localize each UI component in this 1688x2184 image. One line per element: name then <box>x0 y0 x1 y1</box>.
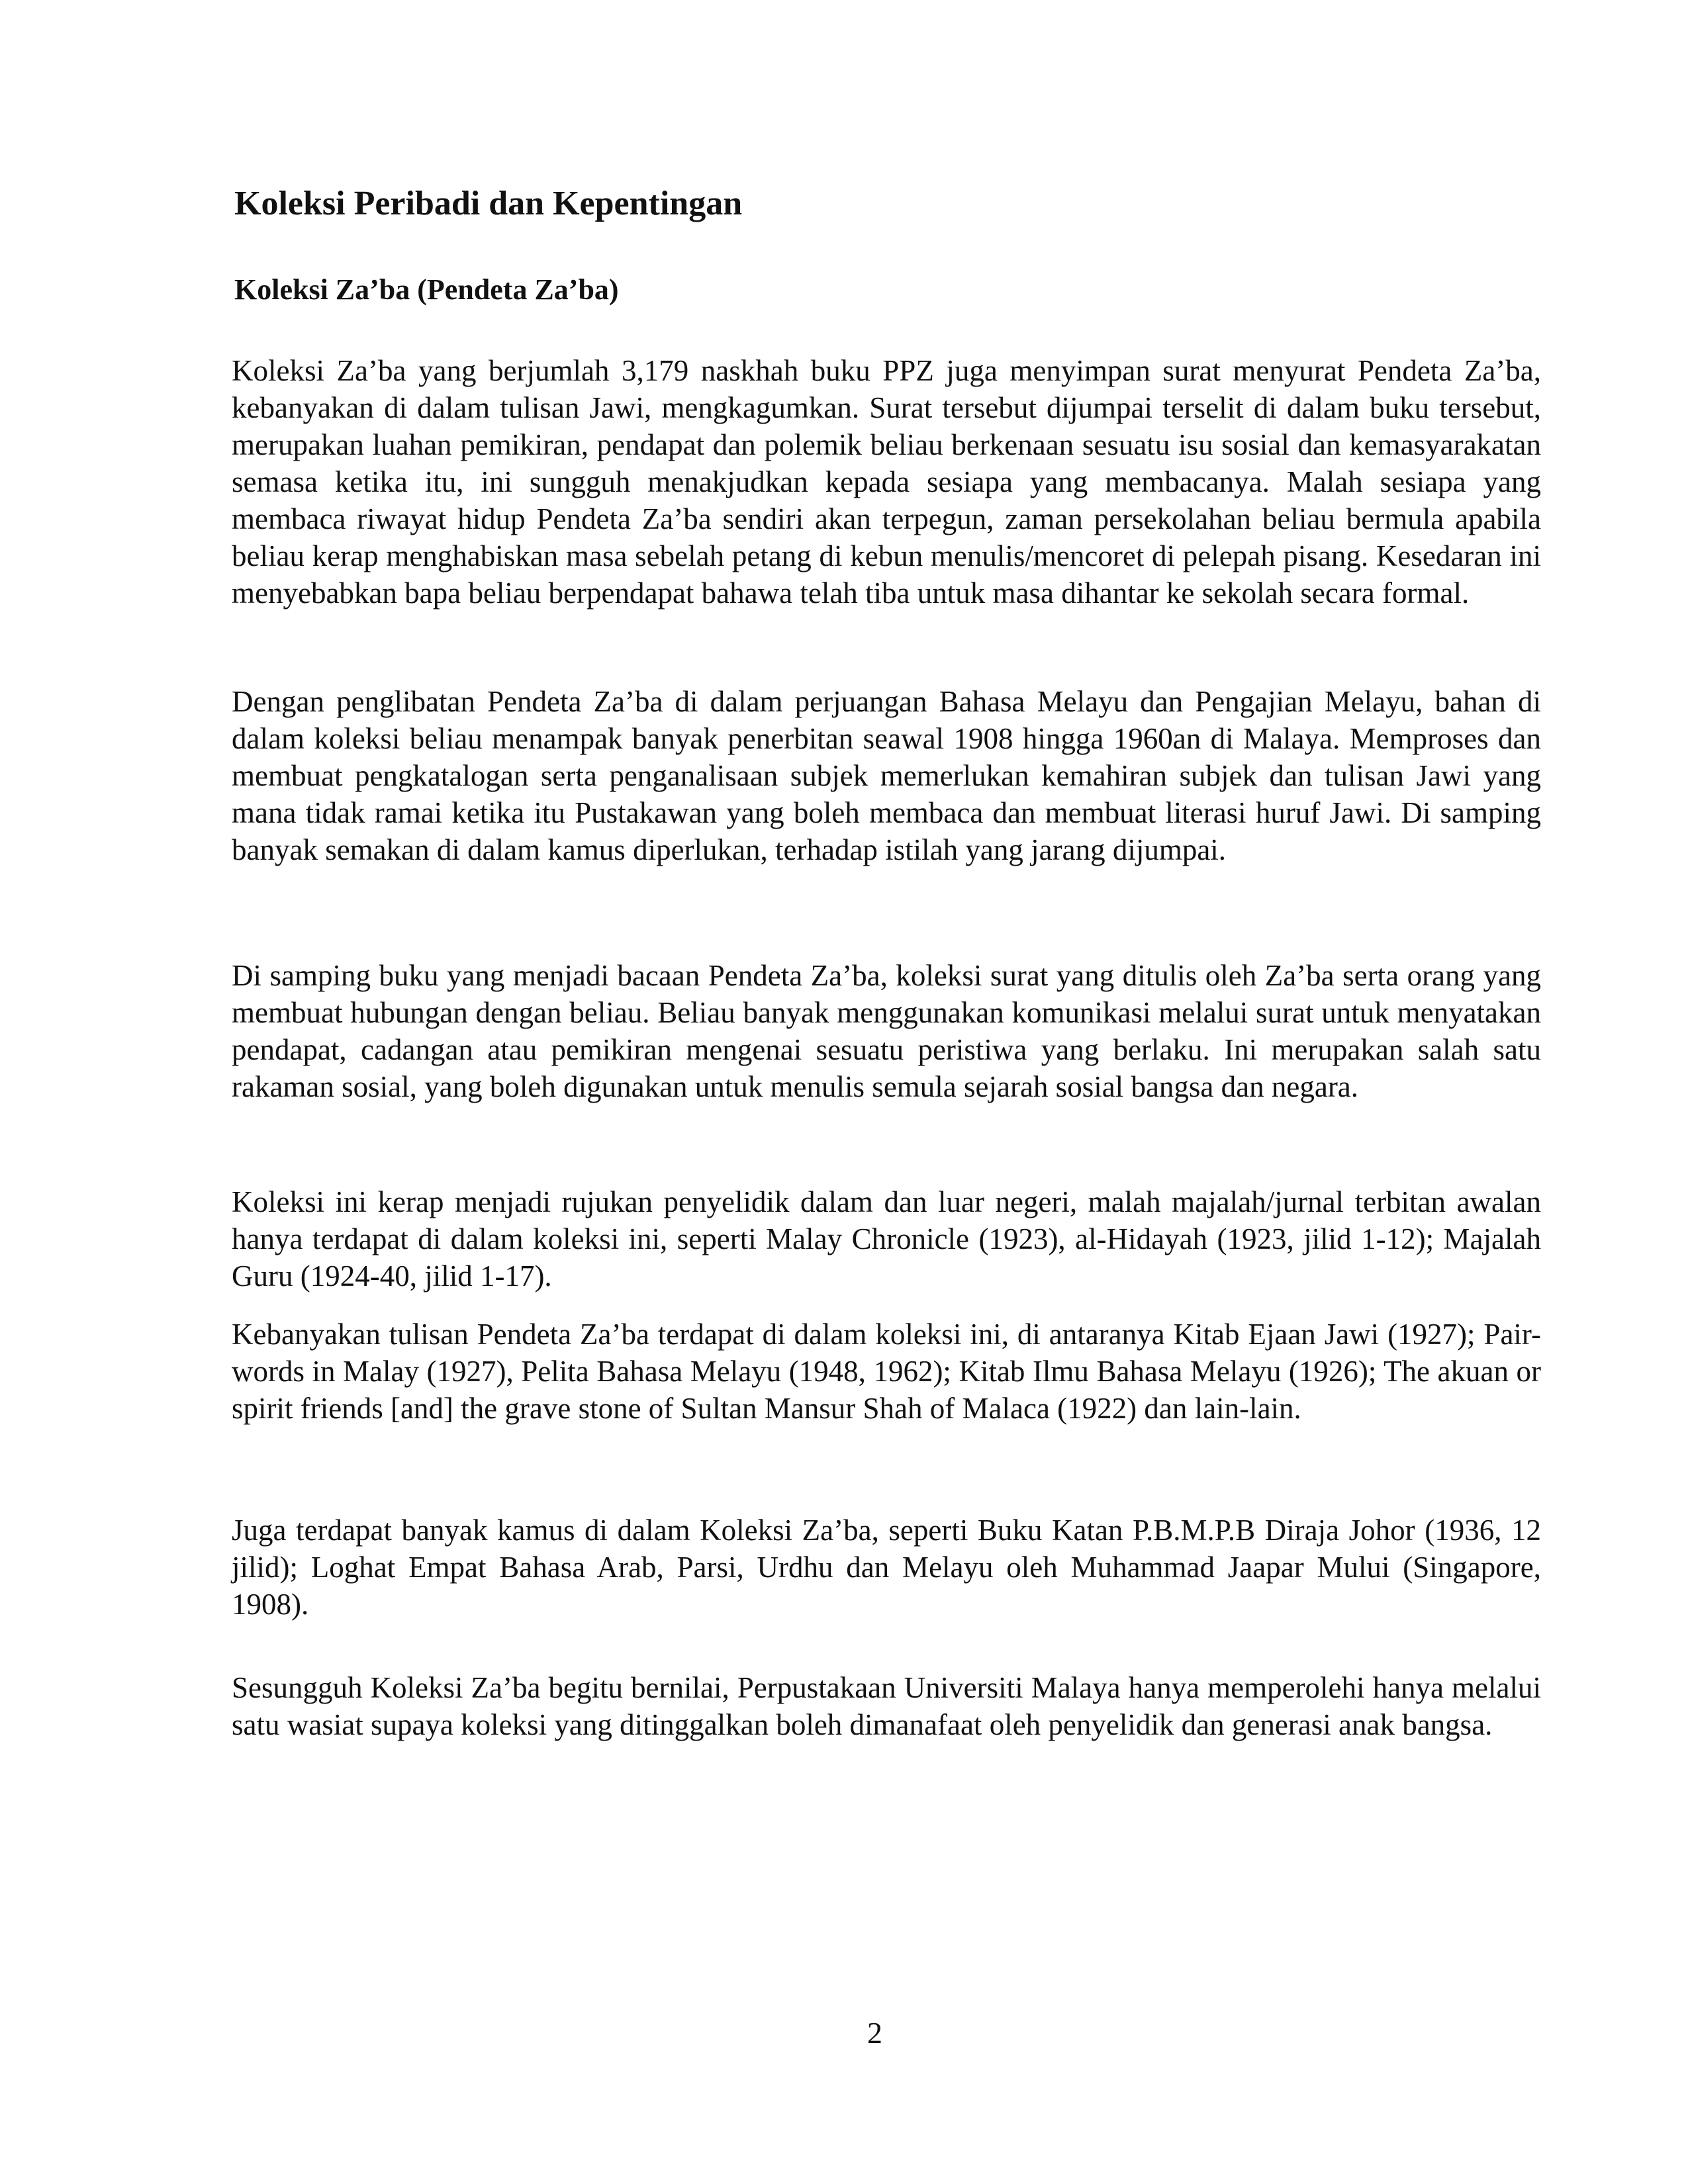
paragraph-7: Sesungguh Koleksi Za’ba begitu bernilai, Perpustakaan Universiti Malaya hanya memperolehi hanya melalui satu wasiat supaya koleksi yang ditinggalkan boleh dimanafaat oleh penyelidik dan generasi anak bangsa. <box>232 1671 1541 1741</box>
paragraph-4: Koleksi ini kerap menjadi rujukan penyelidik dalam dan luar negeri, malah majalah/jurnal terbitan awalan hanya terdapat di dalam koleksi ini, seperti Malay Chronicle (1923), al-Hidayah (1923, jilid 1-12); Majalah Guru (1924-40, jilid 1-17). <box>232 1185 1541 1293</box>
paragraph-5: Kebanyakan tulisan Pendeta Za’ba terdapat di dalam koleksi ini, di antaranya Kitab Ejaan Jawi (1927); Pair-words in Malay (1927), Pelita Bahasa Melayu (1948, 1962); Kitab Ilmu Bahasa Melayu (1926); The akuan or spirit friends [and] the grave stone of Sultan Mansur Shah of Malaca (1922) dan lain-lain. <box>232 1318 1541 1425</box>
paragraph-3: Di samping buku yang menjadi bacaan Pendeta Za’ba, koleksi surat yang ditulis oleh Za’ba serta orang yang membuat hubungan dengan beliau. Beliau banyak menggunakan komunikasi melalui surat untuk menyatakan pendapat, cadangan atau pemikiran mengenai sesuatu peristiwa yang berlaku. Ini merupakan salah satu rakaman sosial, yang boleh digunakan untuk menulis semula sejarah sosial bangsa dan negara. <box>232 959 1541 1103</box>
paragraph-6: Juga terdapat banyak kamus di dalam Koleksi Za’ba, seperti Buku Katan P.B.M.P.B Diraja Johor (1936, 12 jilid); Loghat Empat Bahasa Arab, Parsi, Urdhu dan Melayu oleh Muhammad Jaapar Mului (Singapore, 1908). <box>232 1514 1541 1621</box>
section-heading: Koleksi Peribadi dan Kepentingan <box>234 185 743 222</box>
paragraph-2: Dengan penglibatan Pendeta Za’ba di dalam perjuangan Bahasa Melayu dan Pengajian Melayu, bahan di dalam koleksi beliau menampak banyak penerbitan seawal 1908 hingga 1960an di Malaya. Memproses dan membuat pengkatalogan serta penganalisaan subjek memerlukan kemahiran subjek dan tulisan Jawi yang mana tidak ramai ketika itu Pustakawan yang boleh membaca dan membuat literasi huruf Jawi. Di samping banyak semakan di dalam kamus diperlukan, terhadap istilah yang jarang dijumpai. <box>232 685 1541 866</box>
page-number: 2 <box>867 2016 882 2050</box>
paragraph-1: Koleksi Za’ba yang berjumlah 3,179 naskhah buku PPZ juga menyimpan surat menyurat Pendeta Za’ba, kebanyakan di dalam tulisan Jawi, mengkagumkan. Surat tersebut dijumpai terselit di dalam buku tersebut, merupakan luahan pemikiran, pendapat dan polemik beliau berkenaan sesuatu isu sosial dan kemasyarakatan semasa ketika itu, ini sungguh menakjudkan kepada sesiapa yang membacanya. Malah sesiapa yang membaca riwayat hidup Pendeta Za’ba sendiri akan terpegun, zaman persekolahan beliau bermula apabila beliau kerap menghabiskan masa sebelah petang di kebun menulis/mencoret di pelepah pisang. Kesedaran ini menyebabkan bapa beliau berpendapat bahawa telah tiba untuk masa dihantar ke sekolah secara formal. <box>232 354 1541 610</box>
subsection-heading: Koleksi Za’ba (Pendeta Za’ba) <box>234 273 619 306</box>
